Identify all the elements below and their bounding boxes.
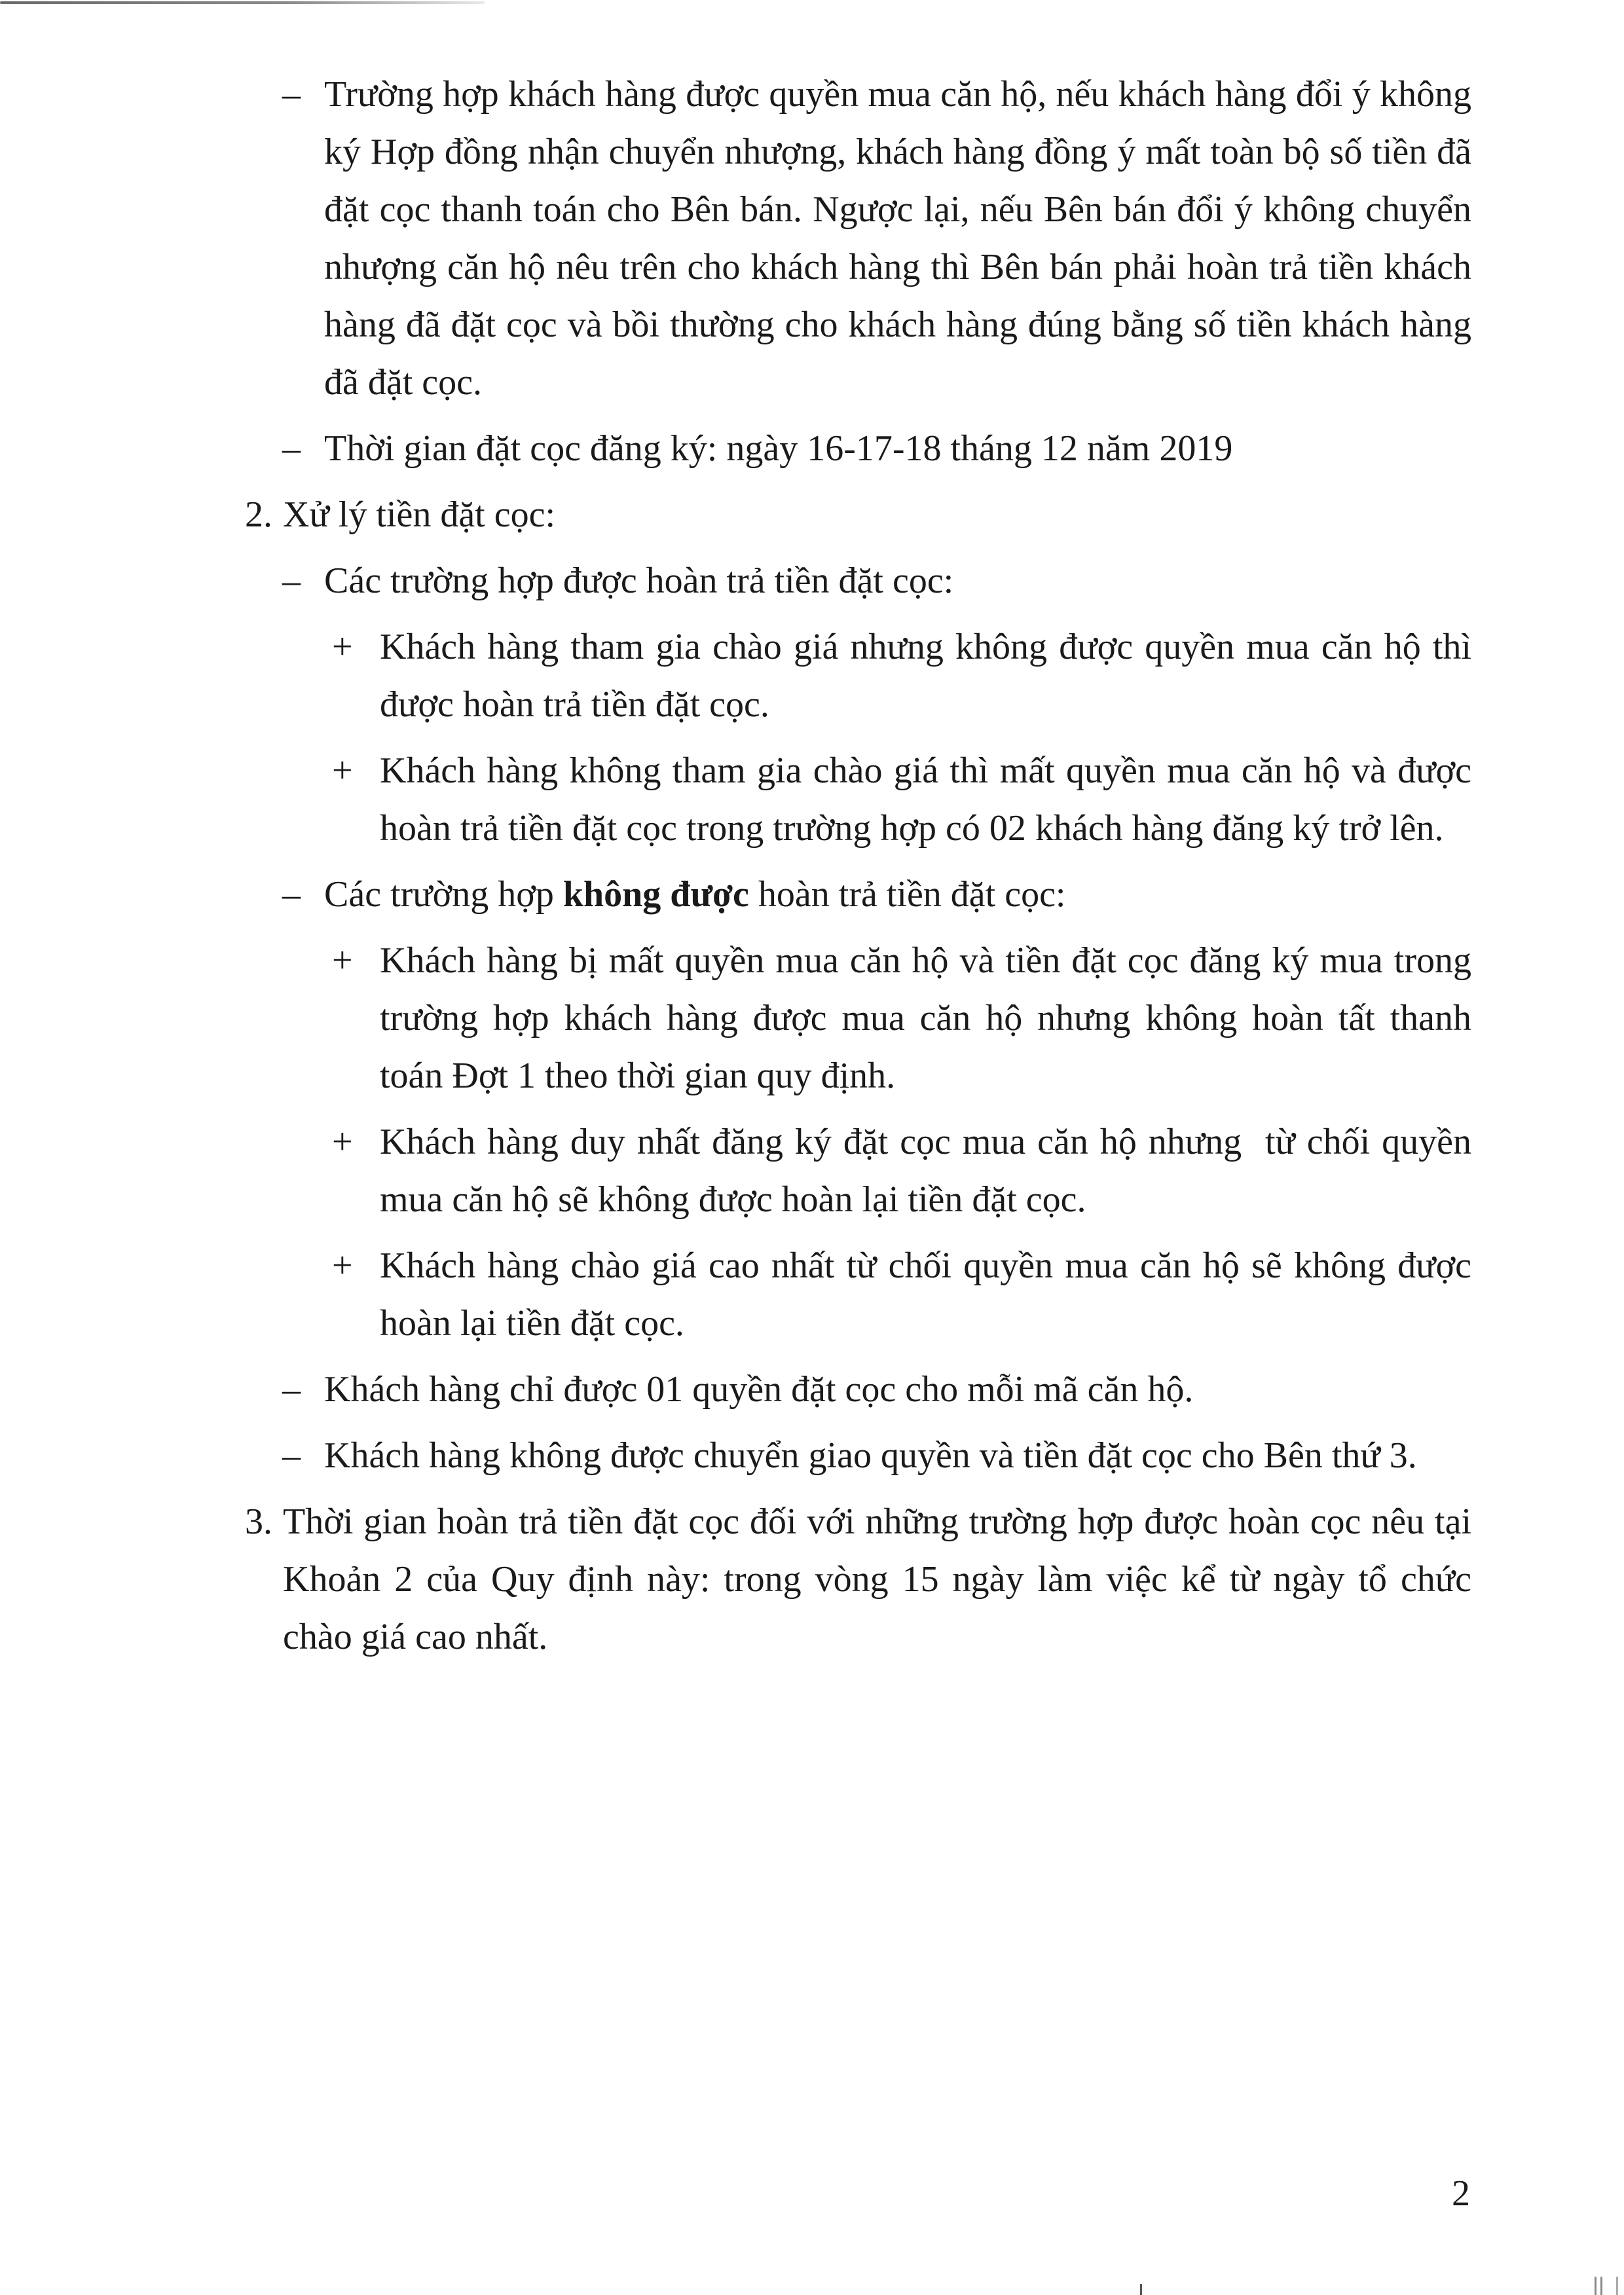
page-number: 2 bbox=[1452, 2173, 1470, 2214]
section-3-refund-timing bbox=[245, 1493, 1471, 1666]
scan-mark bbox=[1600, 2277, 1602, 2295]
clause-text: Khách hàng duy nhất đăng ký đặt cọc mua căn hộ nhưng từ chối quyền mua căn hộ sẽ không được hoàn lại tiền đặt cọc. bbox=[380, 1122, 1481, 1220]
plus-bullet: + bbox=[332, 1245, 353, 1286]
clause-text: Trường hợp khách hàng được quyền mua căn hộ, nếu khách hàng đổi ý không ký Hợp đồng nhận chuyển nhượng, khách hàng đồng ý mất toàn bộ số tiền đã đặt cọc thanh toán cho Bên bán. Ngược lại, nếu Bên bán đổi ý không chuyển nhượng căn hộ nêu trên cho khách hàng thì Bên bán phải hoàn trả tiền khách hàng đã đặt cọc và bồi thường cho khách hàng đúng bằng số tiền khách hàng đã đặt cọc. bbox=[324, 74, 1471, 403]
section-number: 2. bbox=[245, 494, 272, 535]
plus-bullet: + bbox=[332, 1122, 353, 1162]
dash-bullet: – bbox=[282, 1369, 301, 1410]
clause-deposit-period bbox=[282, 420, 1471, 477]
document-body bbox=[0, 65, 1624, 1674]
clause-text-before: Các trường hợp bbox=[324, 874, 563, 915]
clause-text: Thời gian đặt cọc đăng ký: ngày 16-17-18 tháng 12 năm 2019 bbox=[324, 428, 1233, 469]
clause-text: Khách hàng tham gia chào giá nhưng không được quyền mua căn hộ thì được hoàn trả tiền đặt cọc. bbox=[380, 627, 1471, 725]
scan-mark bbox=[1595, 2277, 1596, 2295]
scan-edge-artifact bbox=[0, 1, 485, 4]
plus-bullet: + bbox=[332, 750, 353, 791]
refund-case-item bbox=[332, 742, 1471, 857]
plus-bullet: + bbox=[332, 627, 353, 667]
non-refund-case-item bbox=[332, 1113, 1481, 1228]
clause-text: Khách hàng chỉ được 01 quyền đặt cọc cho mỗi mã căn hộ. bbox=[324, 1369, 1194, 1410]
section-number: 3. bbox=[245, 1501, 272, 1542]
dash-bullet: – bbox=[282, 560, 301, 601]
section-2-heading bbox=[245, 486, 1471, 543]
non-refund-cases-heading bbox=[282, 866, 1471, 923]
clause-buyer-change-of-mind bbox=[282, 65, 1471, 411]
clause-text: Các trường hợp được hoàn trả tiền đặt cọc: bbox=[324, 560, 954, 601]
refund-case-item bbox=[332, 618, 1471, 733]
clause-text: Khách hàng không tham gia chào giá thì mất quyền mua căn hộ và được hoàn trả tiền đặt cọc trong trường hợp có 02 khách hàng đăng ký trở lên. bbox=[380, 750, 1471, 849]
clause-no-transfer bbox=[282, 1427, 1471, 1484]
clause-text-after: hoàn trả tiền đặt cọc: bbox=[748, 874, 1066, 915]
non-refund-case-item bbox=[332, 1237, 1471, 1352]
refund-cases-heading bbox=[282, 552, 1471, 610]
clause-text: Khách hàng chào giá cao nhất từ chối quyền mua căn hộ sẽ không được hoàn lại tiền đặt cọc. bbox=[380, 1245, 1471, 1344]
section-title: Xử lý tiền đặt cọc: bbox=[283, 494, 556, 535]
scan-mark bbox=[1140, 2284, 1142, 2295]
non-refund-case-item bbox=[332, 932, 1471, 1105]
clause-one-deposit-per-unit bbox=[282, 1361, 1471, 1418]
clause-text-emphasis: không được bbox=[563, 874, 749, 915]
scan-mark bbox=[1616, 2277, 1618, 2295]
clause-text: Khách hàng không được chuyển giao quyền và tiền đặt cọc cho Bên thứ 3. bbox=[324, 1435, 1417, 1476]
dash-bullet: – bbox=[282, 874, 301, 915]
plus-bullet: + bbox=[332, 940, 353, 981]
dash-bullet: – bbox=[282, 428, 301, 469]
dash-bullet: – bbox=[282, 1435, 301, 1476]
dash-bullet: – bbox=[282, 74, 301, 115]
clause-text: Khách hàng bị mất quyền mua căn hộ và tiền đặt cọc đăng ký mua trong trường hợp khách hàng được mua căn hộ nhưng không hoàn tất thanh toán Đợt 1 theo thời gian quy định. bbox=[380, 940, 1471, 1096]
clause-text: Thời gian hoàn trả tiền đặt cọc đối với những trường hợp được hoàn cọc nêu tại Khoản 2 của Quy định này: trong vòng 15 ngày làm việc kể từ ngày tổ chức chào giá cao nhất. bbox=[283, 1501, 1471, 1657]
